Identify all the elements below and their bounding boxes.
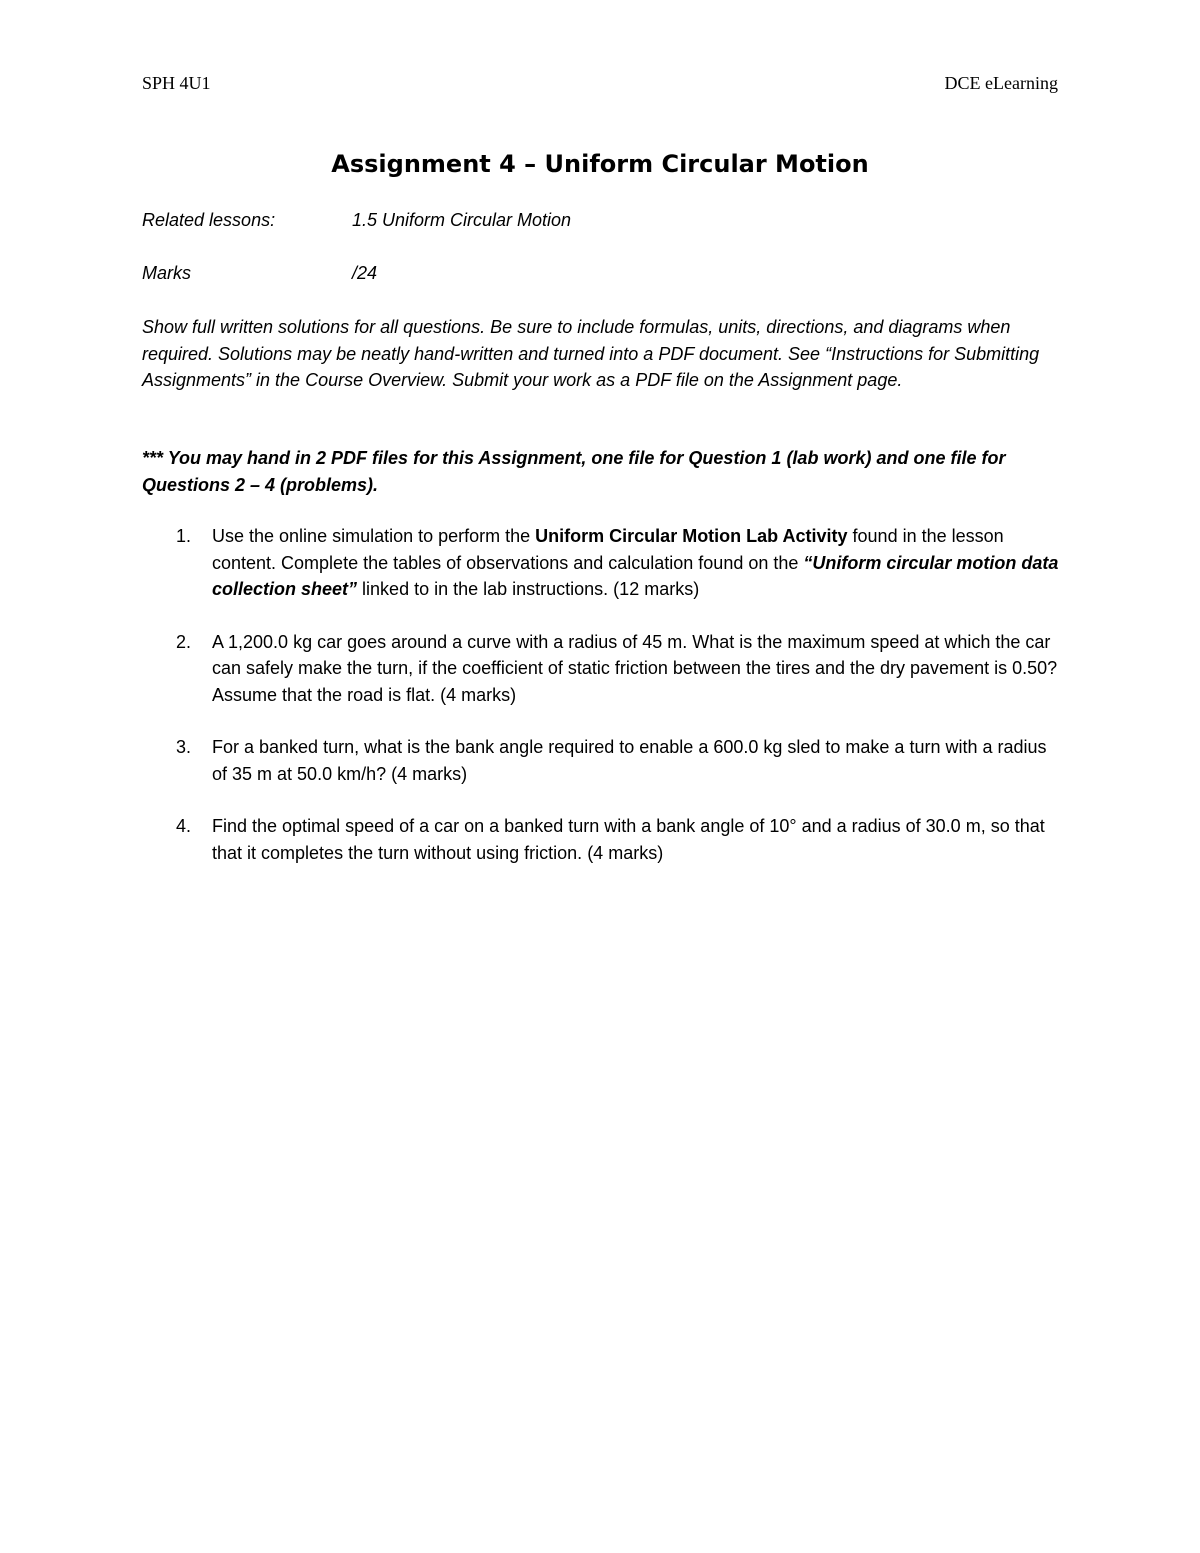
question-list xyxy=(142,523,1060,892)
instructions-paragraph: Show full written solutions for all questions. Be sure to include formulas, units, directions, and diagrams when required. Solutions may be neatly hand-written and turned into a PDF document. See “Instructions for Submitting Assignments” in the Course Overview. Submit your work as a PDF file on the Assignment page. xyxy=(142,317,1040,390)
marks-value: /24 xyxy=(352,263,378,283)
question-number: 4. xyxy=(176,816,192,836)
marks-row xyxy=(142,261,377,285)
marks-label: Marks xyxy=(142,263,191,283)
question-2 xyxy=(142,629,1060,709)
question-text: A 1,200.0 kg car goes around a curve with a radius of 45 m. What is the maximum speed at which the car can safely make the turn, if the coefficient of static friction between the tires and the dry pavement is 0.50? Assume that the road is flat. (4 marks) xyxy=(212,631,1058,705)
question-3 xyxy=(142,734,1060,787)
header-provider: DCE eLearning xyxy=(944,73,1058,93)
page-title: Assignment 4 – Uniform Circular Motion xyxy=(331,150,869,178)
question-number: 3. xyxy=(176,737,192,757)
related-lessons-label: Related lessons: xyxy=(142,210,276,230)
question-number: 2. xyxy=(176,631,192,652)
question-text: Use the online simulation to perform the xyxy=(212,526,536,546)
question-number: 1. xyxy=(176,526,192,546)
question-text: found in the lesson content. Complete the tables of observations and calculation found on the xyxy=(212,526,1004,573)
question-text: linked to in the lab instructions. (12 marks) xyxy=(357,579,700,599)
lab-activity-title: Uniform Circular Motion Lab Activity xyxy=(535,526,848,546)
header-course-code: SPH 4U1 xyxy=(142,73,211,93)
question-text: Find the optimal speed of a car on a banked turn with a bank angle of 10° and a radius of 30.0 m, so that that it completes the turn without using friction. (4 marks) xyxy=(212,816,1045,863)
question-4 xyxy=(142,813,1060,866)
question-text: For a banked turn, what is the bank angle required to enable a 600.0 kg sled to make a turn with a radius of 35 m at 50.0 km/h? (4 marks) xyxy=(212,737,1047,784)
data-sheet-title: “Uniform circular motion data collection sheet” xyxy=(212,552,1059,599)
related-lessons-value: 1.5 Uniform Circular Motion xyxy=(352,210,572,230)
related-lessons-row xyxy=(142,208,571,232)
question-1 xyxy=(142,523,1060,603)
submission-note: *** You may hand in 2 PDF files for this Assignment, one file for Question 1 (lab work) and one file for Questions 2 – 4 (problems). xyxy=(142,448,1006,495)
